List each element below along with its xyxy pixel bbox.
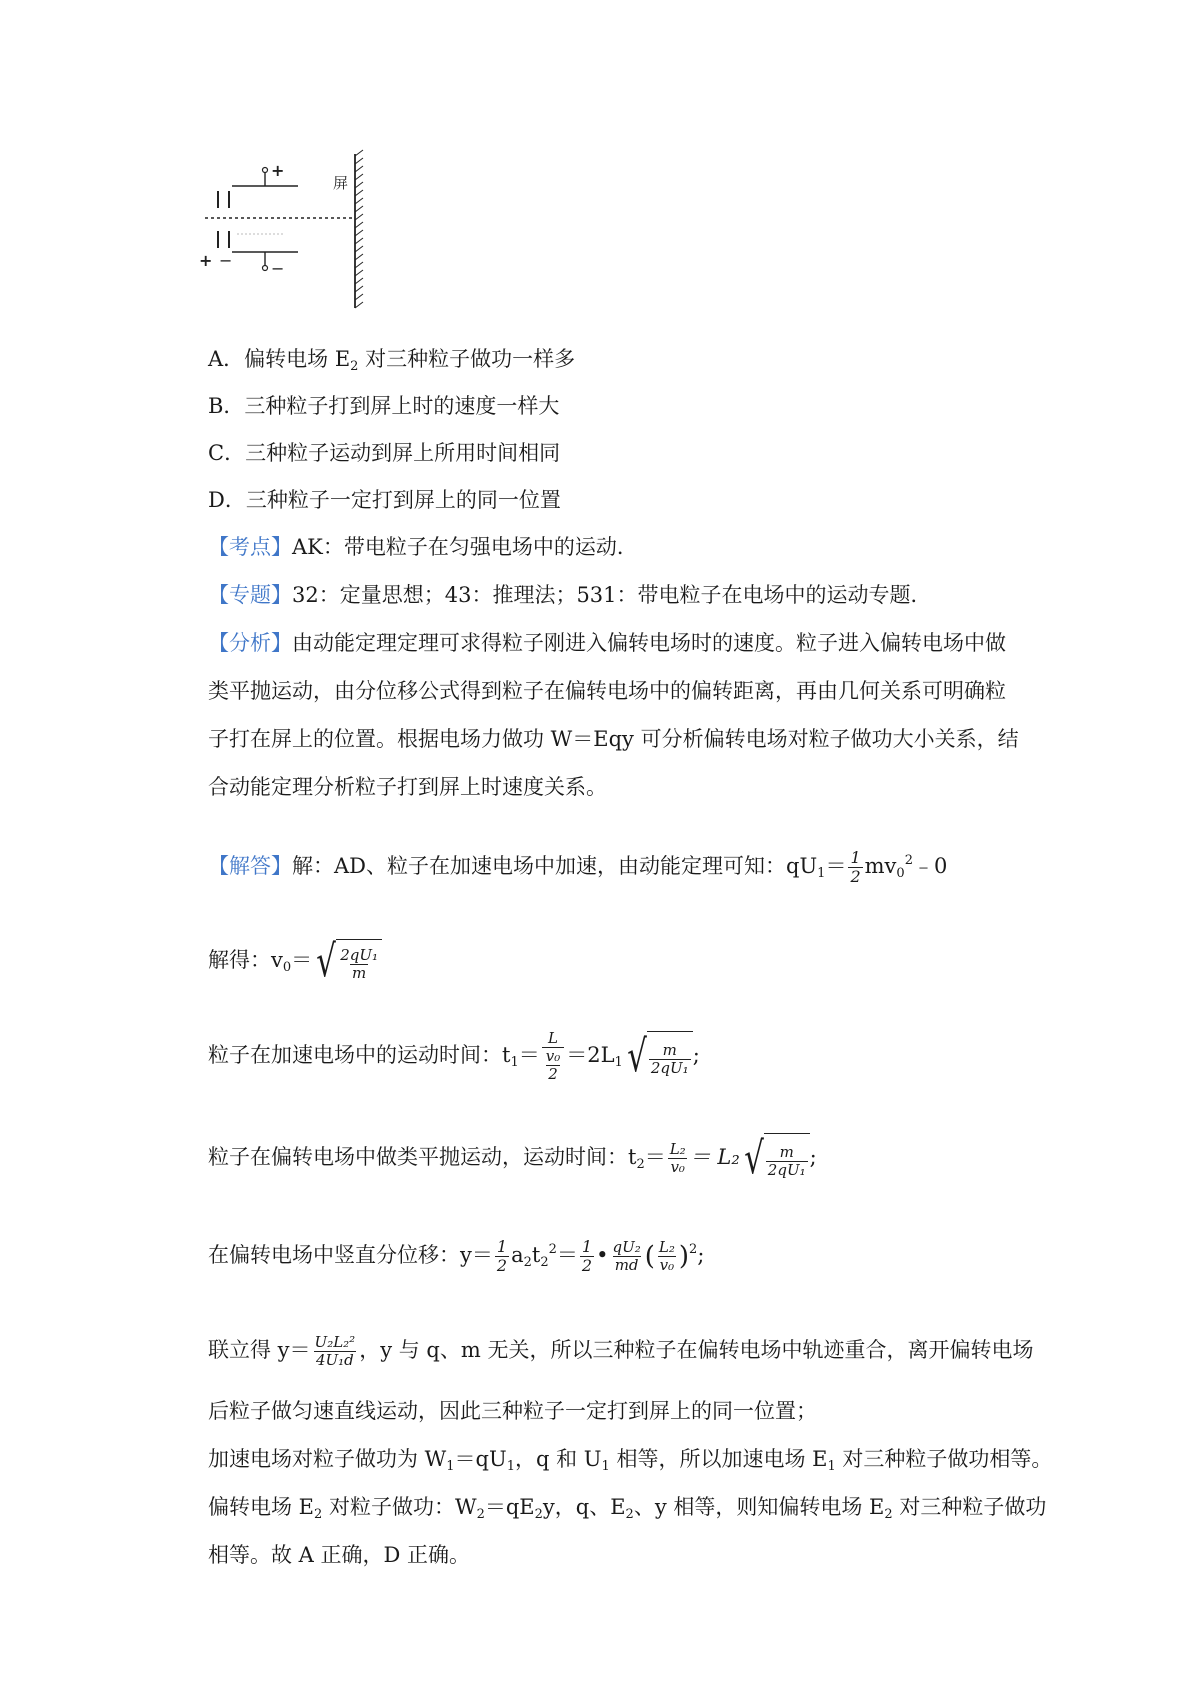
- step9-c-sub: 2: [534, 1507, 543, 1522]
- t2-frac: [668, 1141, 688, 1176]
- zhuanti-line: [208, 580, 932, 610]
- v0-num: 2qU₁: [340, 945, 379, 964]
- t1-den-num: v₀: [545, 1047, 561, 1065]
- step4-eq: ＝: [644, 1145, 666, 1169]
- jieda-tail-sup: 2: [904, 853, 913, 868]
- step5-half-1-num: 1: [496, 1237, 508, 1256]
- screen-label: 屏: [333, 174, 349, 192]
- t1-den-den: 2: [548, 1065, 558, 1083]
- step4-line: [208, 1132, 817, 1182]
- step5-line: 在偏转电场中竖直分位移：y＝ $\frac{1}{2}$ $a_2t_2^2=$ $\frac{1}{2}$ • $\frac{\text{qU₂}}{md}$ ( $\frac{\text{L₂}}{\text{v₀}}$ )$^2$;: [208, 1237, 705, 1275]
- fenxi-text-1: 由动能定理定理可求得粒子刚进入偏转电场时的速度。粒子进入偏转电场中做: [292, 631, 1006, 655]
- step3-label: 粒子在加速电场中的运动时间：t: [208, 1043, 511, 1067]
- step5-d2: md: [614, 1256, 639, 1274]
- step5-eq: ＝: [556, 1243, 578, 1267]
- option-b: B．三种粒子打到屏上时的速度一样大: [208, 394, 560, 418]
- step5-d3: v₀: [659, 1256, 675, 1274]
- plus-left: +: [199, 251, 213, 270]
- v0-sqrt: √ $\frac{\text{2qU₁}}{m}$: [312, 939, 382, 985]
- option-a-prefix: A．偏转电场 E: [208, 347, 351, 371]
- t2-sqrt: √ $\frac{m}{\text{2qU₁}}$: [740, 1133, 810, 1185]
- step9-d: y，q、E: [542, 1495, 626, 1519]
- t2-sq-den: 2qU₁: [767, 1160, 806, 1179]
- t2-den: v₀: [670, 1158, 685, 1176]
- step5-n2: qU₂: [612, 1238, 641, 1256]
- step3-eq: ＝: [518, 1043, 540, 1067]
- step5-n3: L₂: [658, 1238, 675, 1256]
- step8-b-sub: 1: [506, 1459, 515, 1474]
- step9-c: ＝qE: [484, 1495, 535, 1519]
- step2-sub: 0: [282, 960, 292, 975]
- jieda-line: [208, 846, 947, 886]
- step8-line: [208, 1444, 1052, 1474]
- step2-line: [208, 935, 382, 987]
- step8-a: 加速电场对粒子做功为 W: [208, 1447, 447, 1471]
- option-d: D．三种粒子一定打到屏上的同一位置: [208, 488, 561, 512]
- step5-half-2: [580, 1238, 594, 1275]
- jieda-tail-sub: 0: [896, 866, 905, 881]
- fenxi-line-1: [208, 628, 1006, 658]
- step9-line: [208, 1492, 1046, 1522]
- option-c: C．三种粒子运动到屏上所用时间相同: [208, 441, 561, 465]
- step4-mid: ＝ L₂: [689, 1145, 740, 1169]
- jieda-intro-sub: 1: [817, 866, 826, 881]
- step8-c-sub: 1: [601, 1459, 610, 1474]
- step6-frac: [313, 1334, 358, 1369]
- jieda-tail-post: ﹣0: [912, 854, 948, 878]
- fenxi-tag: 【分析】: [208, 631, 292, 655]
- step9-e-sub: 2: [884, 1507, 893, 1522]
- step5-t-sup: 2: [548, 1242, 557, 1257]
- t1-den: [542, 1047, 565, 1083]
- fenxi-line-3: 子打在屏上的位置。根据电场力做功 W＝Eqy 可分析偏转电场对粒子做功大小关系，结: [208, 727, 1019, 751]
- t2-sqrt-frac: [766, 1144, 808, 1179]
- kaodian-tag: 【考点】: [208, 535, 292, 559]
- half-den: 2: [850, 867, 861, 886]
- zhuanti-tag: 【专题】: [208, 583, 292, 607]
- step10-line: 相等。故 A 正确，D 正确。: [208, 1543, 471, 1567]
- jieda-eq: ＝: [825, 854, 847, 878]
- t2-sq-num: m: [779, 1142, 794, 1161]
- step2-eq: ＝: [291, 948, 313, 972]
- step6-num: U₂L₂²: [314, 1333, 356, 1351]
- jieda-tail-pre: mv: [864, 854, 897, 878]
- minus-left: −: [219, 251, 233, 270]
- step6-pre: 联立得 y＝: [208, 1338, 311, 1362]
- step5-frac-2: [610, 1239, 642, 1274]
- step8-e: 对三种粒子做功相等。: [835, 1447, 1053, 1471]
- step9-a: 偏转电场 E: [208, 1495, 315, 1519]
- v0-den: m: [351, 963, 367, 982]
- step7-line: 后粒子做匀速直线运动，因此三种粒子一定打到屏上的同一位置；: [208, 1399, 817, 1423]
- option-a-suffix: 对三种粒子做功一样多: [358, 347, 576, 371]
- step4-sub: 2: [636, 1157, 645, 1172]
- step9-a-sub: 2: [314, 1507, 323, 1522]
- step9-b: 对粒子做功：W: [322, 1495, 477, 1519]
- step5-half-1: [495, 1238, 509, 1275]
- step6-line: [208, 1324, 1033, 1376]
- fenxi-line-4: 合动能定理分析粒子打到屏上时速度关系。: [208, 775, 607, 799]
- half-fraction: [848, 849, 862, 886]
- step3-mid: ＝2L: [566, 1043, 615, 1067]
- jieda-tag: 【解答】: [208, 854, 292, 878]
- kaodian-text: AK：带电粒子在匀强电场中的运动．: [292, 535, 638, 559]
- step6-post: ，y 与 q、m 无关，所以三种粒子在偏转电场中轨迹重合，离开偏转电场: [359, 1338, 1034, 1362]
- step9-b-sub: 2: [476, 1507, 485, 1522]
- step5-t-sub: 2: [540, 1255, 549, 1270]
- step5-half-2-num: 1: [581, 1237, 593, 1256]
- t1-sqrt: √ $\frac{m}{\text{2qU₁}}$: [623, 1031, 693, 1083]
- step3-end: ;: [692, 1043, 700, 1067]
- step8-b: ＝qU: [454, 1447, 507, 1471]
- t1-sqrt-frac: [649, 1042, 691, 1077]
- step8-a-sub: 1: [446, 1459, 455, 1474]
- step4-label: 粒子在偏转电场中做类平抛运动，运动时间：t: [208, 1145, 637, 1169]
- step5-frac-3: [657, 1239, 677, 1274]
- step3-line: [208, 1029, 700, 1083]
- step5-a: a: [511, 1243, 524, 1267]
- step5-a-sub: 2: [523, 1255, 532, 1270]
- t1-sq-den: 2qU₁: [650, 1058, 689, 1077]
- kaodian-line: [208, 532, 638, 562]
- t1-frac: [542, 1030, 565, 1083]
- deflection-apparatus-diagram: [199, 148, 425, 318]
- step5-half-2-den: 2: [581, 1256, 593, 1275]
- plus-top: +: [271, 161, 285, 180]
- step5-t: t: [531, 1243, 541, 1267]
- t2-num: L₂: [669, 1140, 686, 1158]
- step9-d-sub: 2: [625, 1507, 634, 1522]
- t1-num: L: [548, 1029, 558, 1047]
- half-num: 1: [850, 848, 861, 867]
- step8-d-sub: 1: [827, 1459, 836, 1474]
- step5-label: 在偏转电场中竖直分位移：y＝: [208, 1243, 493, 1267]
- t1-sq-num: m: [662, 1040, 677, 1059]
- step3-sub: 1: [510, 1055, 519, 1070]
- minus-bottom: −: [271, 259, 285, 278]
- step8-d: 相等，所以加速电场 E: [609, 1447, 828, 1471]
- option-a: [208, 344, 575, 374]
- step6-den: 4U₁d: [315, 1351, 354, 1369]
- step9-f: 对三种粒子做功: [892, 1495, 1047, 1519]
- option-a-sub: 2: [350, 359, 359, 374]
- zhuanti-text: 32：定量思想；43：推理法；531：带电粒子在电场中的运动专题．: [292, 583, 932, 607]
- fenxi-line-2: 类平抛运动，由分位移公式得到粒子在偏转电场中的偏转距离，再由几何关系可明确粒: [208, 679, 1006, 703]
- jieda-intro: 解：AD、粒子在加速电场中加速，由动能定理可知：qU: [292, 854, 818, 878]
- step2-label: 解得：v: [208, 948, 283, 972]
- step4-end: ;: [809, 1145, 817, 1169]
- v0-frac: [338, 947, 380, 982]
- step8-c: ，q 和 U: [514, 1447, 602, 1471]
- step5-dot: •: [596, 1243, 609, 1267]
- step9-e: 、y 相等，则知偏转电场 E: [633, 1495, 885, 1519]
- step5-half-1-den: 2: [496, 1256, 508, 1275]
- step3-mid-sub: 1: [614, 1055, 623, 1070]
- step5-end: ;: [697, 1243, 705, 1267]
